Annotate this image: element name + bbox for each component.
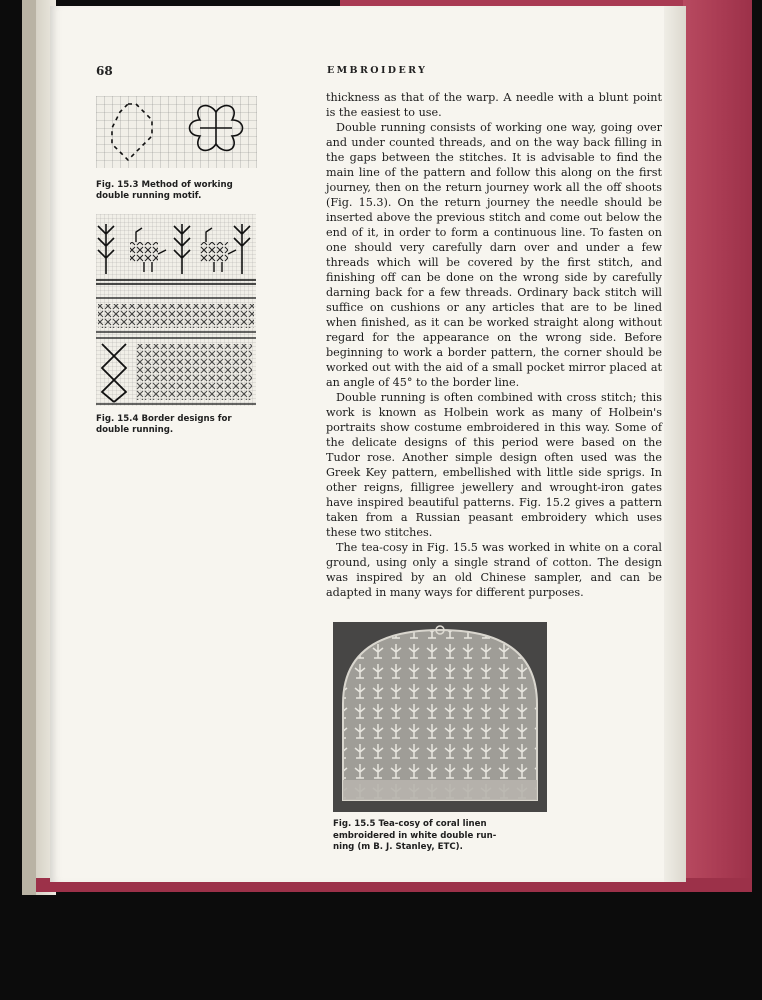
double-running-motif-grid — [96, 96, 257, 168]
body-paragraph-3: Double running is often combined with cross stitch; this work is known as Holbein work as many of Holbein's portraits show costume embroidered in this way. Some of the delicate designs of this period were based on the Tudor rose. Another simple design often used was the Greek Key pattern, embellished with little side sprigs. In other reigns, filligree jewellery and wrought-iron gates have inspired beautiful patterns. Fig. 15.2 gives a pattern taken from a Russian peasant embroidery which uses these two stitches. — [326, 391, 662, 539]
figure-15-4-caption — [96, 414, 266, 436]
figure-15-3-label: Fig. 15.3 — [96, 180, 139, 190]
running-head: EMBROIDERY — [327, 65, 428, 76]
figure-15-5-caption-line-1 — [333, 819, 533, 831]
page-edge-shadow — [664, 6, 686, 882]
tea-cosy-photo — [333, 622, 547, 812]
figure-15-5-caption-line-2: embroidered in white double run- — [333, 830, 497, 841]
border-designs-grid — [96, 214, 256, 406]
book-cover-left-edge — [22, 0, 36, 895]
body-text-column — [326, 90, 662, 600]
figure-15-3-caption — [96, 180, 266, 202]
figure-15-4-diagram — [96, 214, 256, 406]
figure-15-3-caption-text: Method of working double running motif. — [96, 180, 233, 201]
figure-15-5-caption-line-3: ning (m B. J. Stanley, ETC). — [333, 842, 463, 852]
page-number: 68 — [96, 64, 113, 78]
book-cover-right — [683, 0, 752, 890]
body-paragraph-1: thickness as that of the warp. A needle with a blunt point is the easiest to use. — [326, 91, 662, 119]
figure-15-4-label: Fig. 15.4 — [96, 414, 139, 424]
figure-15-4-caption-text: Border designs for double running. — [96, 414, 232, 435]
figure-15-5-caption-text-1: Tea-cosy of coral linen — [378, 819, 487, 829]
body-paragraph-4: The tea-cosy in Fig. 15.5 was worked in white on a coral ground, using only a single strand of cotton. The design was inspired by an old Chinese sampler, and can be adapted in many ways for different purposes. — [326, 541, 662, 599]
figure-15-5-label: Fig. 15.5 — [333, 819, 376, 829]
body-paragraph-2: Double running consists of working one way, going over and under counted threads, and on the way back filling in the gaps between the stitches. It is advisable to find the main line of the pattern and follow this along on the first journey, then on the return journey work all the off shoots (Fig. 15.3). On the return journey the needle should be inserted above the previous stitch and come out below the end of it, in order to form a continuous line. To fasten on one should very carefully darn over and under a few threads which will be covered by the first stitch, and finishing off can be done on the wrong side by carefully darning back for a few threads. Ordinary back stitch will suffice on cushions or any articles that are to be lined when finished, as it can be worked straight along without regard for the appearance on the wrong side. Before beginning to work a border pattern, the corner should be worked out with the aid of a small pocket mirror placed at an angle of 45° to the border line. — [326, 121, 662, 389]
figure-15-3-diagram — [96, 96, 257, 168]
figure-15-5-caption — [333, 819, 533, 854]
figure-15-5-photo — [333, 622, 547, 812]
